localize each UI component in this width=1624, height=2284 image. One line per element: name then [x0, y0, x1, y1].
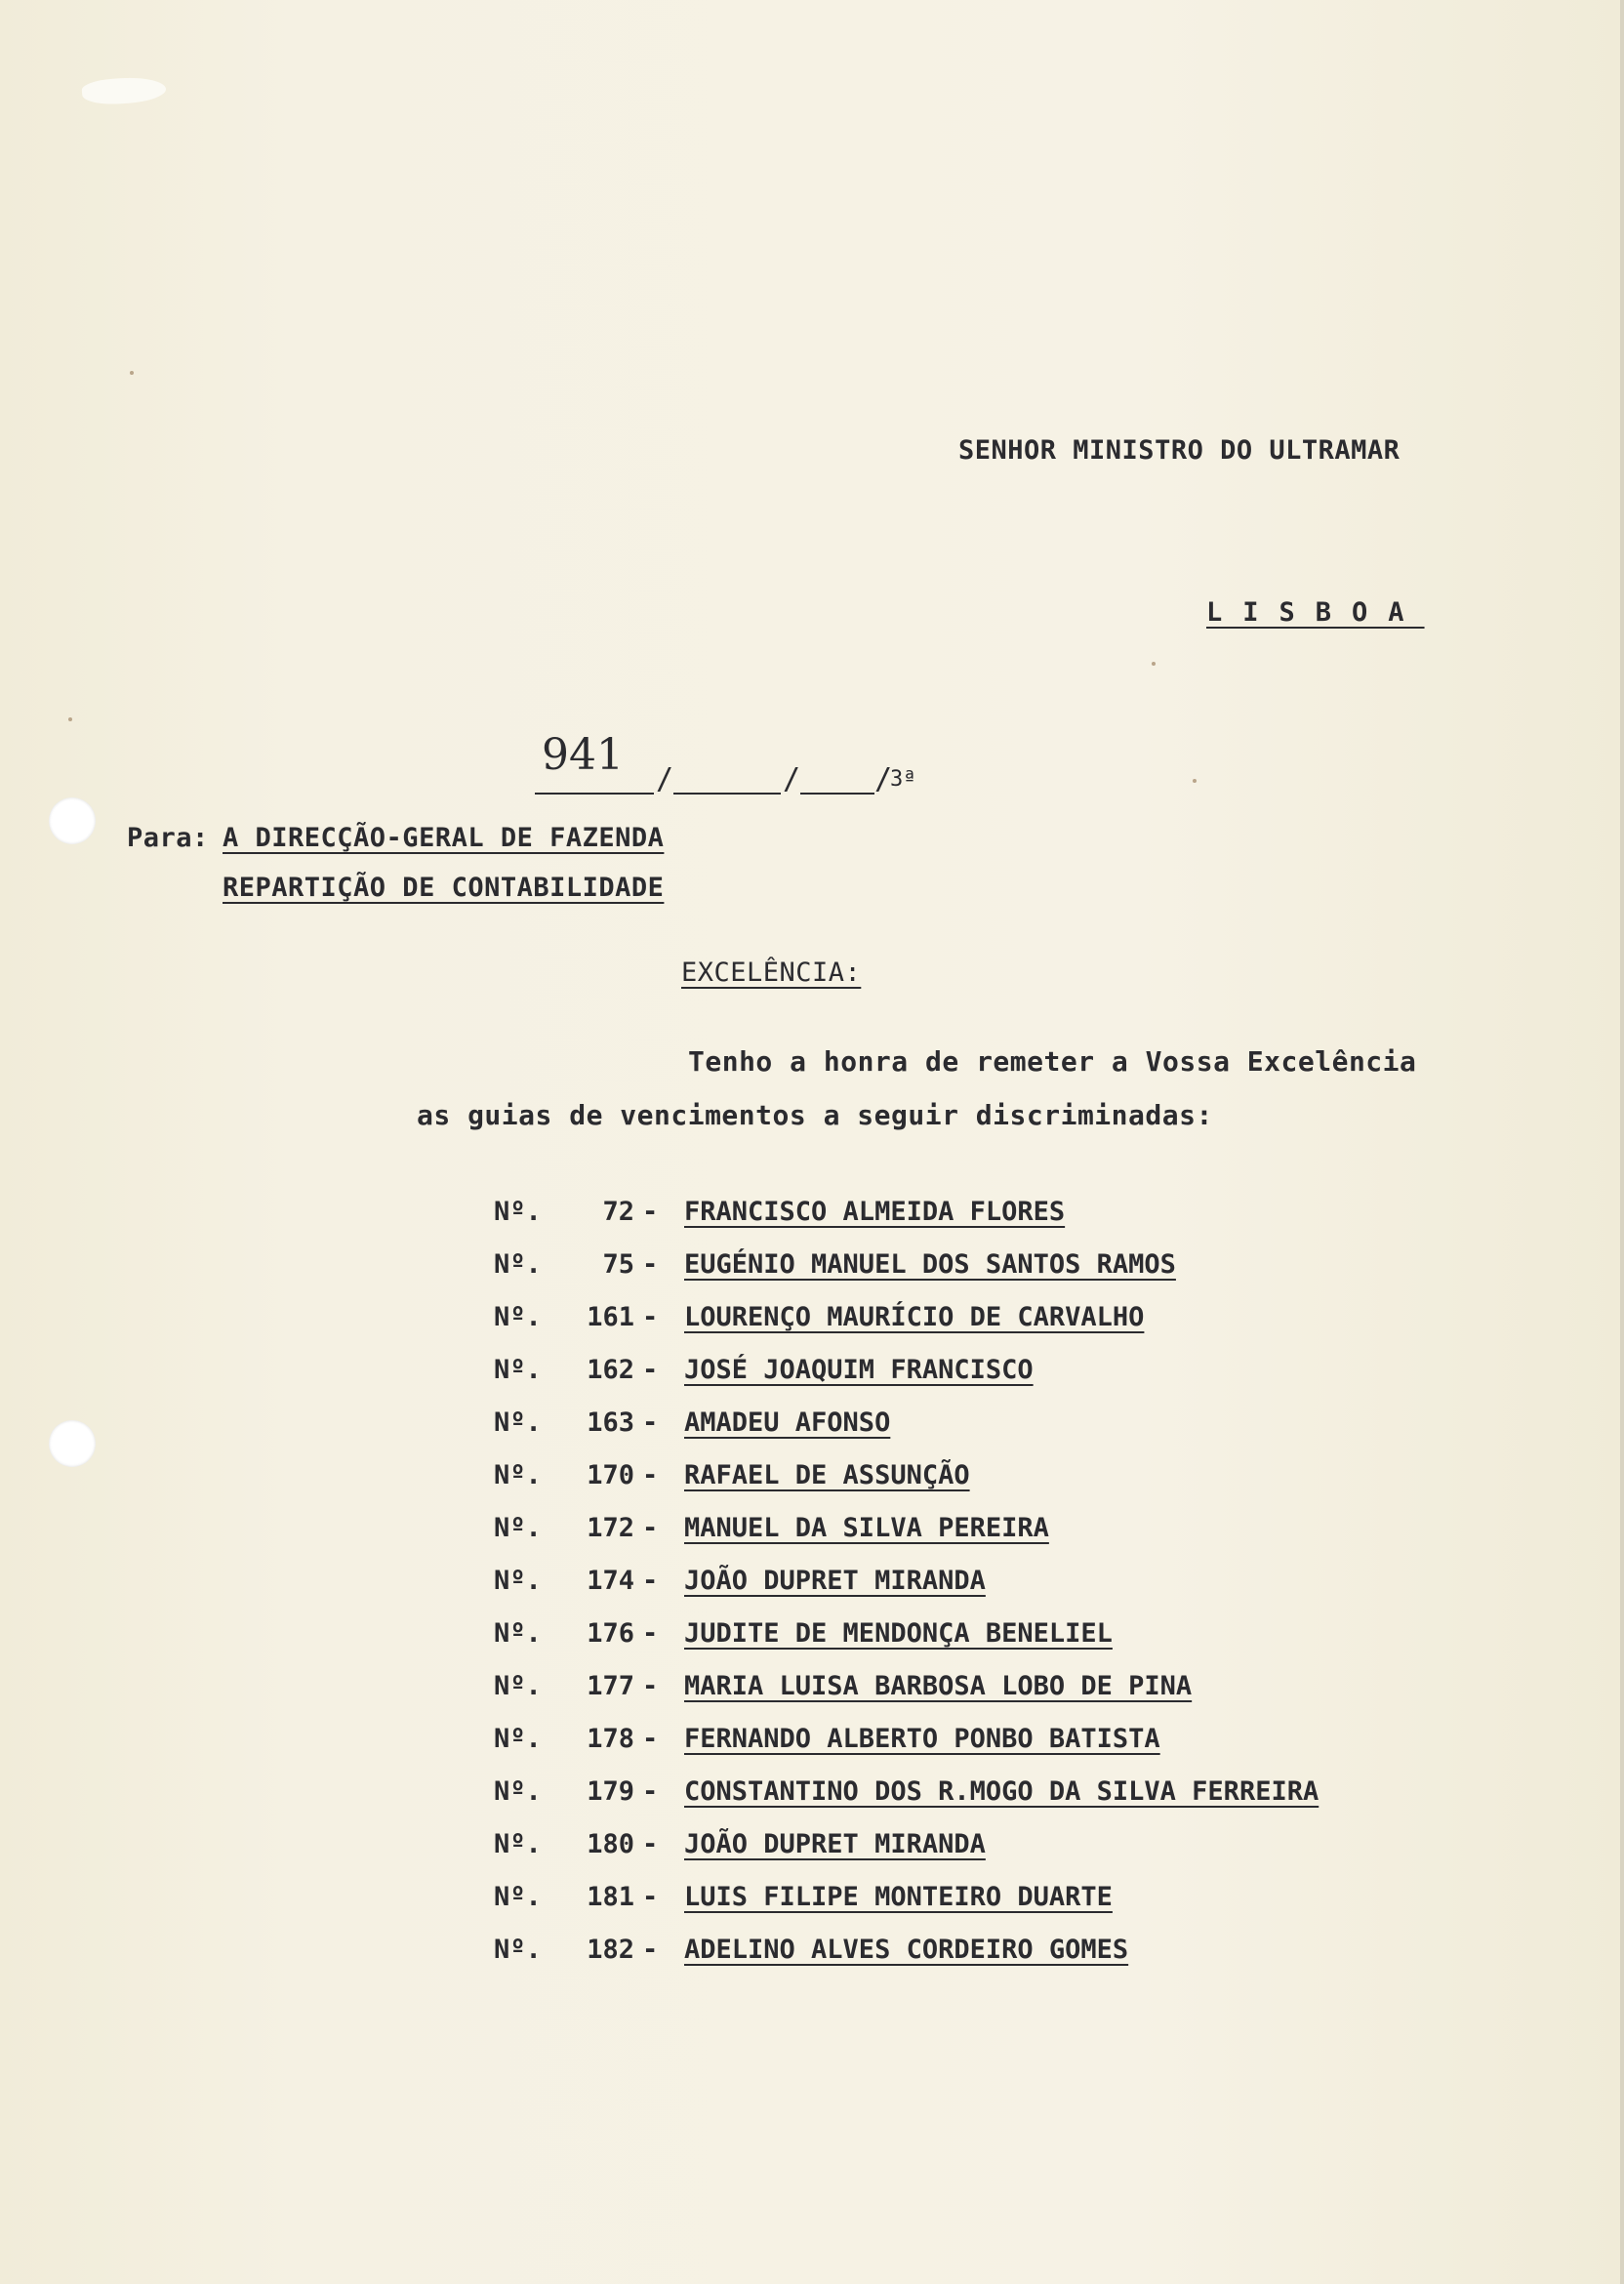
entry-prefix: Nº.	[494, 1302, 542, 1332]
entry-name: AMADEU AFONSO	[684, 1407, 891, 1438]
entry-prefix: Nº.	[494, 1355, 542, 1385]
entry-number: 176	[587, 1618, 634, 1649]
body-line-1: Tenho a honra de remeter a Vossa Excelência	[688, 1045, 1417, 1078]
body-line-2: as guias de vencimentos a seguir discriminadas:	[417, 1099, 1213, 1131]
entry-number: 163	[587, 1407, 634, 1438]
addressee: SENHOR MINISTRO DO ULTRAMAR	[958, 435, 1401, 466]
salutation: EXCELÊNCIA:	[681, 958, 862, 988]
entry-name: ADELINO ALVES CORDEIRO GOMES	[684, 1935, 1129, 1965]
entry-dash: -	[642, 1935, 659, 1965]
entry-name: EUGÉNIO MANUEL DOS SANTOS RAMOS	[684, 1249, 1176, 1280]
reference-separator: /	[783, 762, 801, 796]
paper-speck	[1193, 779, 1197, 783]
entry-number: 172	[587, 1513, 634, 1543]
reference-number: 941	[542, 730, 624, 780]
entry-prefix: Nº.	[494, 1460, 542, 1490]
entry-prefix: Nº.	[494, 1618, 542, 1649]
recipient-line-1: A DIRECÇÃO-GERAL DE FAZENDA	[223, 823, 665, 853]
entry-dash: -	[642, 1618, 659, 1649]
entry-dash: -	[642, 1407, 659, 1438]
entry-number: 72	[602, 1197, 634, 1227]
paper-speck	[130, 371, 134, 375]
entry-name: JOÃO DUPRET MIRANDA	[684, 1829, 986, 1859]
entry-dash: -	[642, 1671, 659, 1701]
paper-speck	[1152, 662, 1156, 666]
entry-prefix: Nº.	[494, 1829, 542, 1859]
entry-prefix: Nº.	[494, 1671, 542, 1701]
entry-prefix: Nº.	[494, 1513, 542, 1543]
entry-dash: -	[642, 1829, 659, 1859]
entry-dash: -	[642, 1197, 659, 1227]
entry-name: JUDITE DE MENDONÇA BENELIEL	[684, 1618, 1113, 1649]
entry-number: 161	[587, 1302, 634, 1332]
entry-number: 179	[587, 1776, 634, 1807]
page-edge	[1620, 0, 1624, 2284]
entry-dash: -	[642, 1249, 659, 1280]
entry-prefix: Nº.	[494, 1882, 542, 1912]
reference-blank	[535, 793, 654, 795]
entry-name: LOURENÇO MAURÍCIO DE CARVALHO	[684, 1302, 1145, 1332]
reference-blank	[673, 793, 781, 795]
entry-dash: -	[642, 1776, 659, 1807]
entry-number: 178	[587, 1724, 634, 1754]
entry-dash: -	[642, 1355, 659, 1385]
entry-number: 162	[587, 1355, 634, 1385]
recipient-line-2: REPARTIÇÃO DE CONTABILIDADE	[223, 873, 665, 903]
entry-dash: -	[642, 1302, 659, 1332]
punch-hole-bottom	[49, 1420, 96, 1467]
entry-dash: -	[642, 1460, 659, 1490]
recipient-label: Para:	[127, 823, 209, 853]
city: LISBOA	[1206, 597, 1425, 628]
punch-hole-top	[49, 797, 96, 844]
entry-name: FRANCISCO ALMEIDA FLORES	[684, 1197, 1066, 1227]
entry-name: MANUEL DA SILVA PEREIRA	[684, 1513, 1049, 1543]
reference-blank	[800, 793, 874, 795]
entry-number: 170	[587, 1460, 634, 1490]
entry-dash: -	[642, 1513, 659, 1543]
entry-number: 181	[587, 1882, 634, 1912]
reference-separator: /	[874, 762, 893, 796]
paper-tear	[81, 75, 167, 106]
entry-number: 174	[587, 1566, 634, 1596]
entry-name: MARIA LUISA BARBOSA LOBO DE PINA	[684, 1671, 1193, 1701]
entry-dash: -	[642, 1566, 659, 1596]
entry-number: 75	[602, 1249, 634, 1280]
entry-prefix: Nº.	[494, 1249, 542, 1280]
entry-name: CONSTANTINO DOS R.MOGO DA SILVA FERREIRA	[684, 1776, 1320, 1807]
entry-name: JOSÉ JOAQUIM FRANCISCO	[684, 1355, 1034, 1385]
entry-number: 180	[587, 1829, 634, 1859]
entry-prefix: Nº.	[494, 1407, 542, 1438]
entry-prefix: Nº.	[494, 1197, 542, 1227]
entry-prefix: Nº.	[494, 1566, 542, 1596]
entry-number: 182	[587, 1935, 634, 1965]
entry-number: 177	[587, 1671, 634, 1701]
entry-prefix: Nº.	[494, 1935, 542, 1965]
entry-name: LUIS FILIPE MONTEIRO DUARTE	[684, 1882, 1113, 1912]
entry-name: FERNANDO ALBERTO PONBO BATISTA	[684, 1724, 1160, 1754]
entry-prefix: Nº.	[494, 1724, 542, 1754]
paper-speck	[68, 717, 72, 721]
entry-dash: -	[642, 1724, 659, 1754]
entry-dash: -	[642, 1882, 659, 1912]
entry-prefix: Nº.	[494, 1776, 542, 1807]
reference-separator: /	[656, 762, 674, 796]
entry-name: JOÃO DUPRET MIRANDA	[684, 1566, 986, 1596]
entry-name: RAFAEL DE ASSUNÇÃO	[684, 1460, 970, 1490]
reference-suffix: 3ª	[890, 767, 916, 792]
